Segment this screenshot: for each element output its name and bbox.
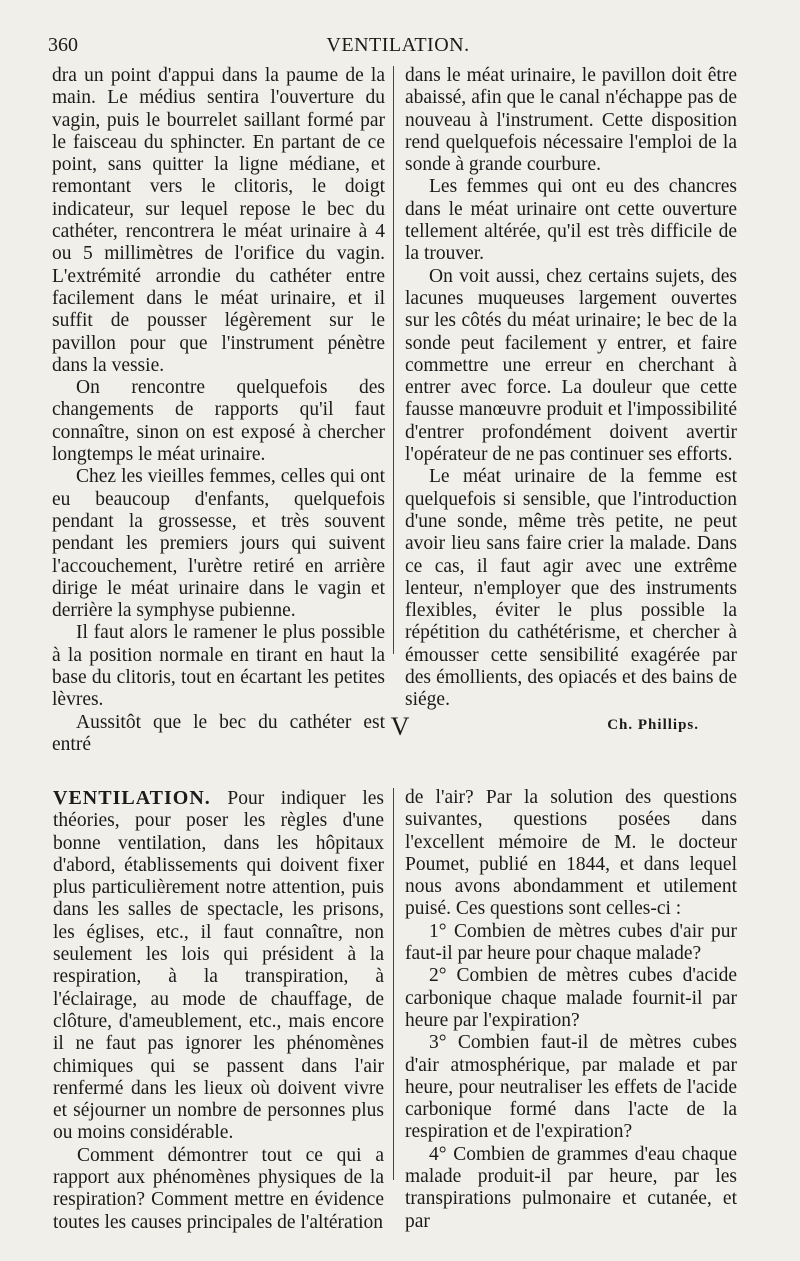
author-signature: Ch. Phillips.	[607, 716, 699, 733]
paragraph: Chez les vieilles femmes, celles qui ont eu beaucoup d'enfants, quelquefois pendant la grossesse, et très souvent pendant les premiers jours qui suivent l'accouchement, l'urètre retiré en arrière dirige le méat urinaire dans le vagin et derrière la symphyse pubienne.	[52, 466, 385, 622]
paragraph: Les femmes qui ont eu des chancres dans le méat urinaire ont cette ouverture tellement altérée, qu'il est très difficile de la trouver.	[405, 176, 737, 265]
entry-text: Pour indiquer les théories, pour poser les règles d'une bonne ventilation, dans les hôpitaux d'abord, établissements qui doivent fixer plus particulièrement notre attention, puis dans les salles de spectacle, les prisons, les églises, etc., il faut connaître, non seulement les lois qui président à la respiration, à la transpiration, à l'éclairage, au mode de chauffage, de clôture, d'ameublement, etc., mais encore il ne faut pas ignorer les phénomènes chimiques qui se passent dans l'air renfermé dans les lieux où doivent vivre et séjourner un nombre de personnes plus ou moins considérable.	[53, 788, 384, 1144]
question-item: 3° Combien faut-il de mètres cubes d'air atmosphérique, par malade et par heure, pour neutraliser les effets de l'acide carbonique formé dans l'acte de la respiration et de l'expiration?	[405, 1032, 737, 1143]
paragraph: de l'air? Par la solution des questions suivantes, questions posées dans l'excellent mémoire de M. le docteur Poumet, publié en 1844, et dans lequel nous avons abondamment et utilement puisé. Ces questions sont celles-ci :	[405, 787, 737, 920]
page-header	[48, 34, 748, 60]
paragraph: Le méat urinaire de la femme est quelquefois si sensible, que l'introduction d'une sonde, même très petite, ne peut avoir lieu sans faire crier la malade. Dans ce cas, il faut agir avec une extrême lenteur, n'employer que des instruments flexibles, éviter le plus possible la répétition du cathétérisme, et chercher à émousser cette sensibilité exagérée par des émollients, des opiacés et des bains de siége.	[405, 466, 737, 711]
question-item: 2° Combien de mètres cubes d'acide carbonique chaque malade fournit-il par heure par l'expiration?	[405, 965, 737, 1031]
question-item: 1° Combien de mètres cubes d'air pur faut-il par heure pour chaque malade?	[405, 920, 737, 965]
entry-headword: VENTILATION.	[53, 787, 211, 809]
column-right-top	[405, 65, 737, 736]
column-right-bottom	[405, 787, 737, 1233]
paragraph: dra un point d'appui dans la paume de la main. Le médius sentira l'ouverture du vagin, puis le bourrelet saillant formé par le faisceau du sphincter. En partant de ce point, sans quitter la ligne médiane, et remontant vers le clitoris, le doigt indicateur, sur lequel repose le bec du cathéter, rencontrera le méat urinaire à 4 ou 5 millimètres de l'orifice du vagin. L'extrémité arrondie du cathéter entre facilement dans le méat urinaire, et il suffit de pousser légèrement sur le pavillon pour que l'instrument pénètre dans la vessie.	[52, 65, 385, 376]
column-divider	[393, 788, 394, 1180]
paragraph	[53, 787, 384, 1145]
section-letter: V	[390, 712, 410, 741]
paragraph: On rencontre quelquefois des changements de rapports qu'il faut connaître, sinon on est exposé à chercher longtemps le méat urinaire.	[52, 377, 385, 466]
running-title: VENTILATION.	[326, 34, 470, 56]
paragraph: On voit aussi, chez certains sujets, des lacunes muqueuses largement ouvertes sur les côtés du méat urinaire; le bec de la sonde peut facilement y entrer, et faire commettre une erreur en cherchant à entrer avec force. La douleur que cette fausse manœuvre produit et l'impossibilité d'entrer profondément doivent avertir l'opérateur de ne pas continuer ses efforts.	[405, 265, 737, 466]
column-divider	[393, 66, 394, 654]
page-number: 360	[48, 34, 78, 56]
paragraph: Il faut alors le ramener le plus possible à la position normale en tirant en haut la base du clitoris, tout en écartant les petites lèvres.	[52, 622, 385, 711]
question-item: 4° Combien de grammes d'eau chaque malade produit-il par heure, par les transpirations pulmonaire et cutanée, et par	[405, 1143, 737, 1232]
paragraph: Aussitôt que le bec du cathéter est entré	[52, 711, 385, 755]
paragraph: Comment démontrer tout ce qui a rapport aux phénomènes physiques de la respiration? Comment mettre en évidence toutes les causes principales de l'altération	[53, 1144, 384, 1233]
column-left-bottom	[53, 787, 384, 1234]
column-left-top	[52, 65, 385, 756]
paragraph: dans le méat urinaire, le pavillon doit être abaissé, afin que le canal n'échappe pas de nouveau à l'instrument. Cette disposition rend quelquefois nécessaire l'emploi de la sonde à grande courbure.	[405, 65, 737, 176]
